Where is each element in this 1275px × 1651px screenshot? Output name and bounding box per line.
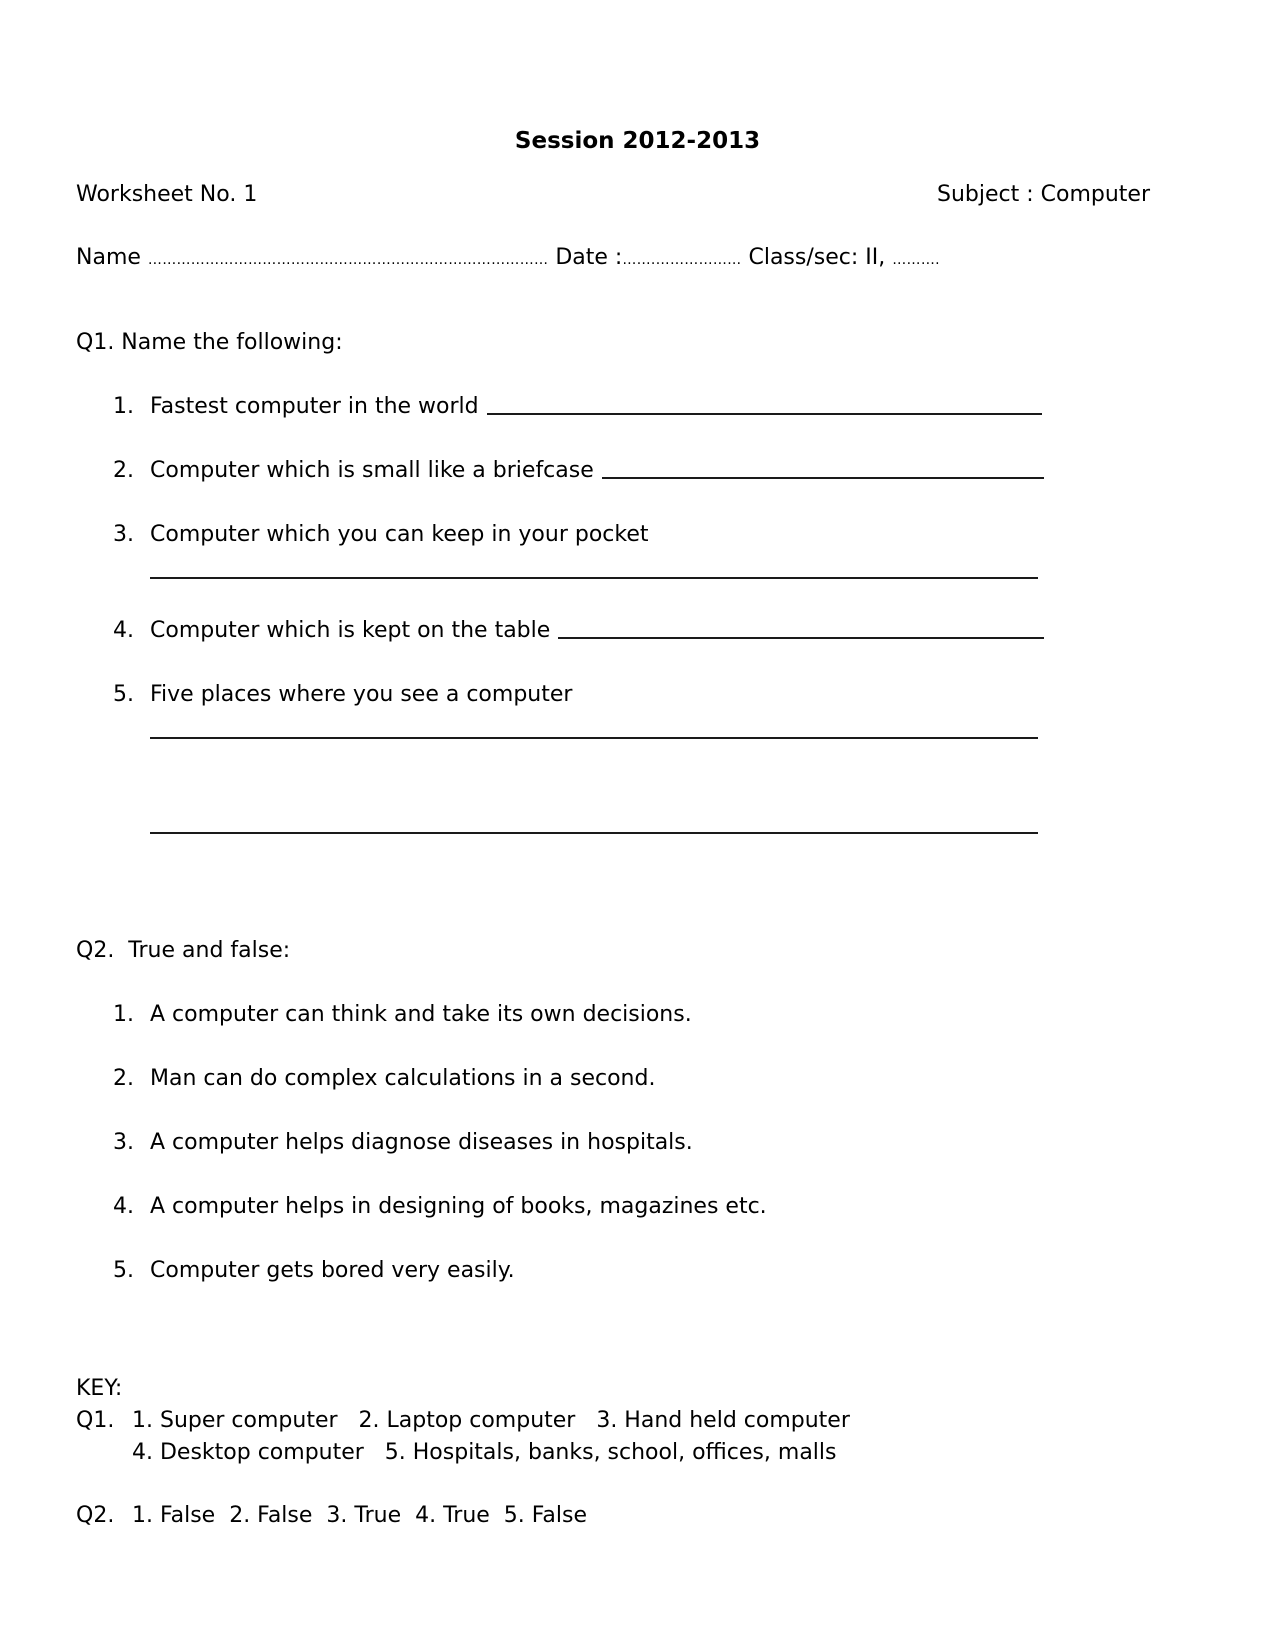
answer-blank[interactable] (487, 413, 1042, 415)
section-field[interactable]: ………. (892, 252, 940, 268)
q2-item-number: 2. (113, 1066, 134, 1091)
session-title: Session 2012-2013 (514, 128, 761, 154)
q2-item-text: A computer can think and take its own decisions. (150, 1002, 692, 1027)
q1-item (150, 620, 1044, 642)
subject-label: Subject : Computer (936, 182, 1150, 207)
q1-item-number: 5. (113, 682, 134, 707)
name-field[interactable]: ………………………………………………………………………… (147, 252, 549, 268)
q1-heading: Q1. Name the following: (76, 330, 343, 355)
q1-item-text: Fastest computer in the world (150, 394, 479, 419)
student-info-row (76, 247, 940, 269)
q2-item-text: Man can do complex calculations in a second. (150, 1066, 656, 1091)
q1-item (150, 396, 1042, 418)
q2-item-number: 3. (113, 1130, 134, 1155)
q1-item-number: 4. (113, 618, 134, 643)
q1-item-text: Computer which is small like a briefcase (150, 458, 594, 483)
q2-item-text: A computer helps diagnose diseases in hospitals. (150, 1130, 693, 1155)
q1-item-number: 1. (113, 394, 134, 419)
answer-blank[interactable] (602, 477, 1044, 479)
q2-item-text: A computer helps in designing of books, magazines etc. (150, 1194, 767, 1219)
answer-blank[interactable] (150, 577, 1038, 579)
key-q2-label: Q2. (76, 1503, 115, 1528)
answer-blank[interactable] (150, 832, 1038, 834)
key-q1-answers-line1: 1. Super computer 2. Laptop computer 3. Hand held computer (132, 1408, 850, 1433)
key-heading: KEY: (76, 1376, 123, 1401)
name-label: Name (76, 245, 141, 270)
class-label: Class/sec: II, (748, 245, 886, 270)
key-q2-answers: 1. False 2. False 3. True 4. True 5. False (132, 1503, 587, 1528)
worksheet-number: Worksheet No. 1 (76, 182, 258, 207)
q2-item-number: 1. (113, 1002, 134, 1027)
key-q1-label: Q1. (76, 1408, 115, 1433)
date-field[interactable]: …….……………… (622, 252, 742, 268)
q2-heading: Q2. True and false: (76, 938, 291, 963)
date-label: Date : (555, 245, 623, 270)
q1-item (150, 460, 1044, 482)
q1-item-text: Five places where you see a computer (150, 682, 573, 707)
q2-item-text: Computer gets bored very easily. (150, 1258, 515, 1283)
q1-item-text: Computer which you can keep in your pocket (150, 522, 649, 547)
q1-item-text: Computer which is kept on the table (150, 618, 551, 643)
q2-item-number: 4. (113, 1194, 134, 1219)
answer-blank[interactable] (150, 737, 1038, 739)
q1-item-number: 2. (113, 458, 134, 483)
answer-blank[interactable] (558, 637, 1044, 639)
q2-item-number: 5. (113, 1258, 134, 1283)
q1-item-number: 3. (113, 522, 134, 547)
key-q1-answers-line2: 4. Desktop computer 5. Hospitals, banks, school, offices, malls (132, 1440, 837, 1465)
